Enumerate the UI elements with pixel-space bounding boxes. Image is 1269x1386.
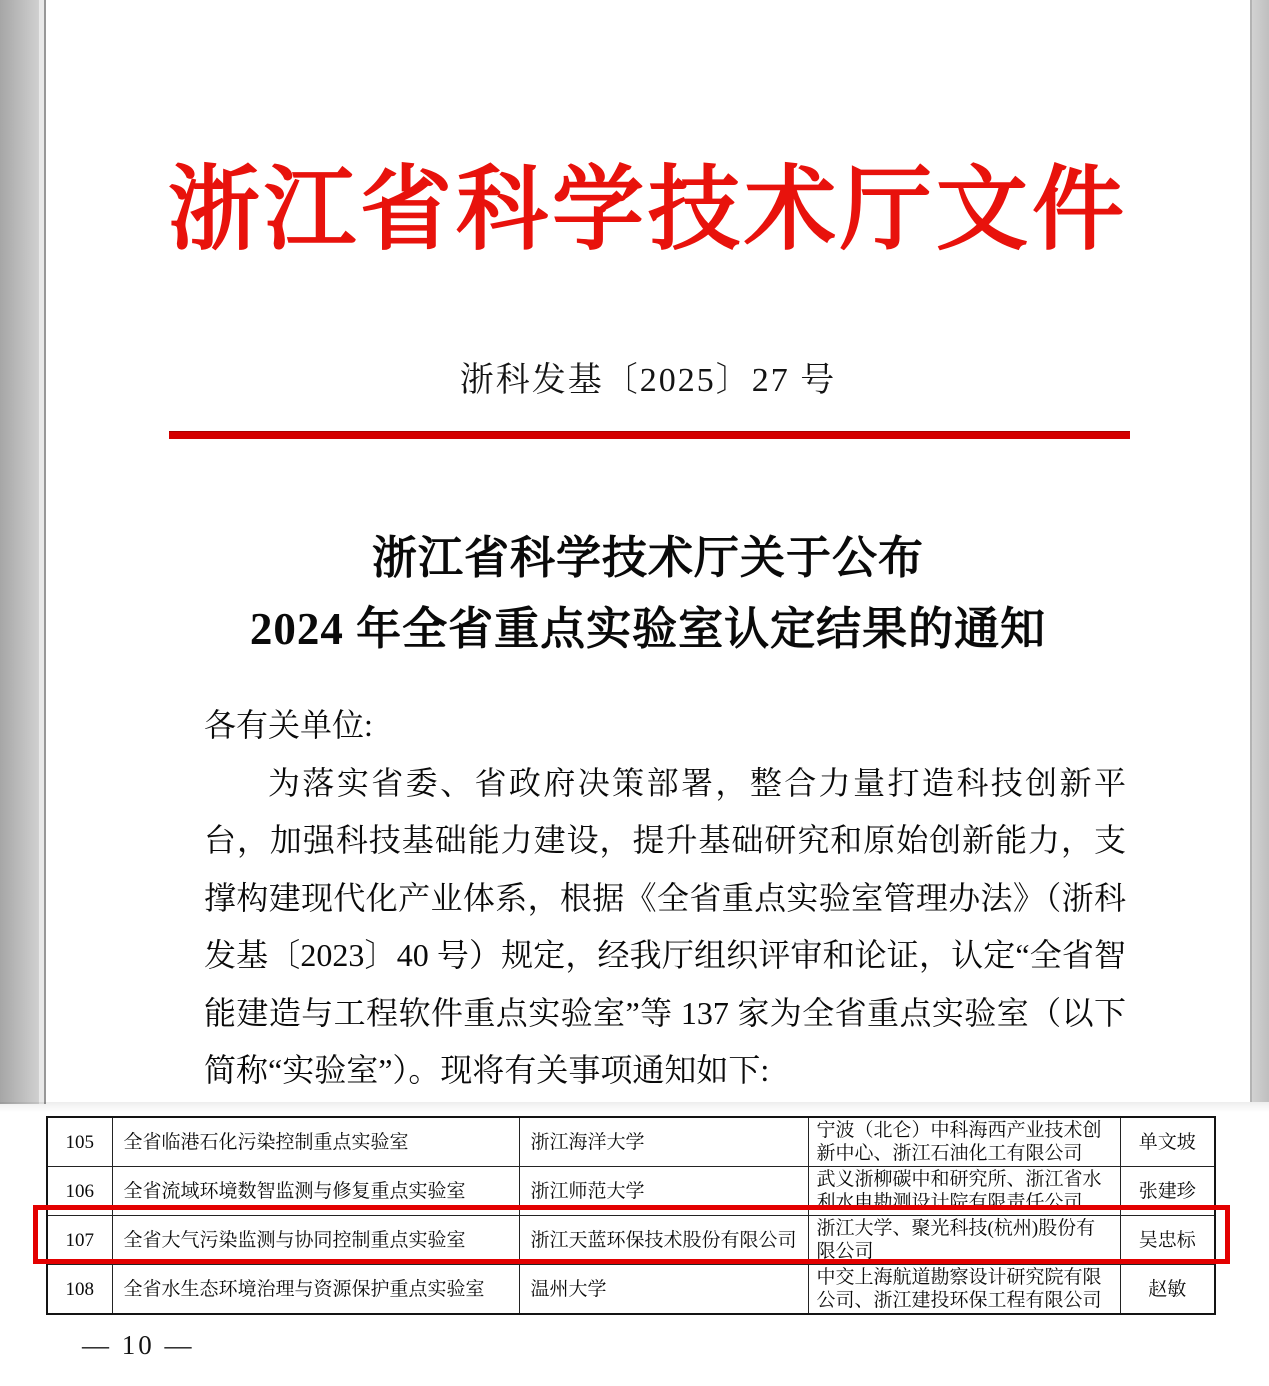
table-row: [47, 1167, 1215, 1216]
lab-results-table: [46, 1116, 1216, 1315]
director-cell: 赵敏: [1120, 1265, 1215, 1315]
document-number: 浙科发基〔2025〕27 号: [459, 362, 837, 399]
notice-title-line2: 2024 年全省重点实验室认定结果的通知: [249, 604, 1047, 654]
row-number-cell: 108: [47, 1265, 112, 1315]
partner-institutions-cell: 中交上海航道勘察设计研究院有限公司、浙江建投环保工程有限公司: [808, 1265, 1120, 1315]
host-institution-cell: 浙江海洋大学: [519, 1117, 808, 1167]
agency-letterhead-title: 浙江省科学技术厅文件: [167, 159, 1128, 261]
letterhead-divider-line: [169, 431, 1130, 439]
host-institution-cell: 温州大学: [519, 1265, 808, 1315]
director-cell: 吴忠标: [1120, 1216, 1215, 1265]
partner-institutions-cell: 武义浙柳碳中和研究所、浙江省水利水电勘测设计院有限责任公司: [808, 1167, 1120, 1216]
director-cell: 单文坡: [1120, 1117, 1215, 1167]
page-number: — 10 —: [82, 1330, 195, 1360]
lab-name-cell: 全省大气污染监测与协同控制重点实验室: [112, 1216, 519, 1265]
lab-name-cell: 全省流域环境数智监测与修复重点实验室: [112, 1167, 519, 1216]
row-number-cell: 105: [47, 1117, 112, 1167]
table-row-highlighted: [47, 1216, 1215, 1265]
lab-name-cell: 全省临港石化污染控制重点实验室: [112, 1117, 519, 1167]
table-row: [47, 1117, 1215, 1167]
scan-margin-left: [0, 0, 39, 1104]
row-number-cell: 106: [47, 1167, 112, 1216]
document-body: [204, 697, 1126, 1100]
salutation: 各有关单位:: [204, 707, 373, 743]
scan-margin-right: [1252, 0, 1269, 1102]
host-institution-cell: 浙江天蓝环保技术股份有限公司: [519, 1216, 808, 1265]
host-institution-cell: 浙江师范大学: [519, 1167, 808, 1216]
partner-institutions-cell: 宁波（北仑）中科海西产业技术创新中心、浙江石油化工有限公司: [808, 1117, 1120, 1167]
body-paragraph: 为落实省委、省政府决策部署，整合力量打造科技创新平台，加强科技基础能力建设，提升基础研究和原始创新能力，支撑构建现代化产业体系，根据《全省重点实验室管理办法》（浙科发基〔2023〕40 号）规定，经我厅组织评审和论证，认定“全省智能建造与工程软件重点实验室”等 137 家为全省重点实验室（以下简称“实验室”）。现将有关事项通知如下:: [204, 764, 1126, 1088]
notice-title-line1: 浙江省科学技术厅关于公布: [371, 533, 924, 583]
section-seam: [0, 1102, 1269, 1112]
partner-institutions-cell: 浙江大学、聚光科技(杭州)股份有限公司: [808, 1216, 1120, 1265]
lab-name-cell: 全省水生态环境治理与资源保护重点实验室: [112, 1265, 519, 1315]
row-number-cell: 107: [47, 1216, 112, 1265]
director-cell: 张建珍: [1120, 1167, 1215, 1216]
table-row: [47, 1265, 1215, 1315]
